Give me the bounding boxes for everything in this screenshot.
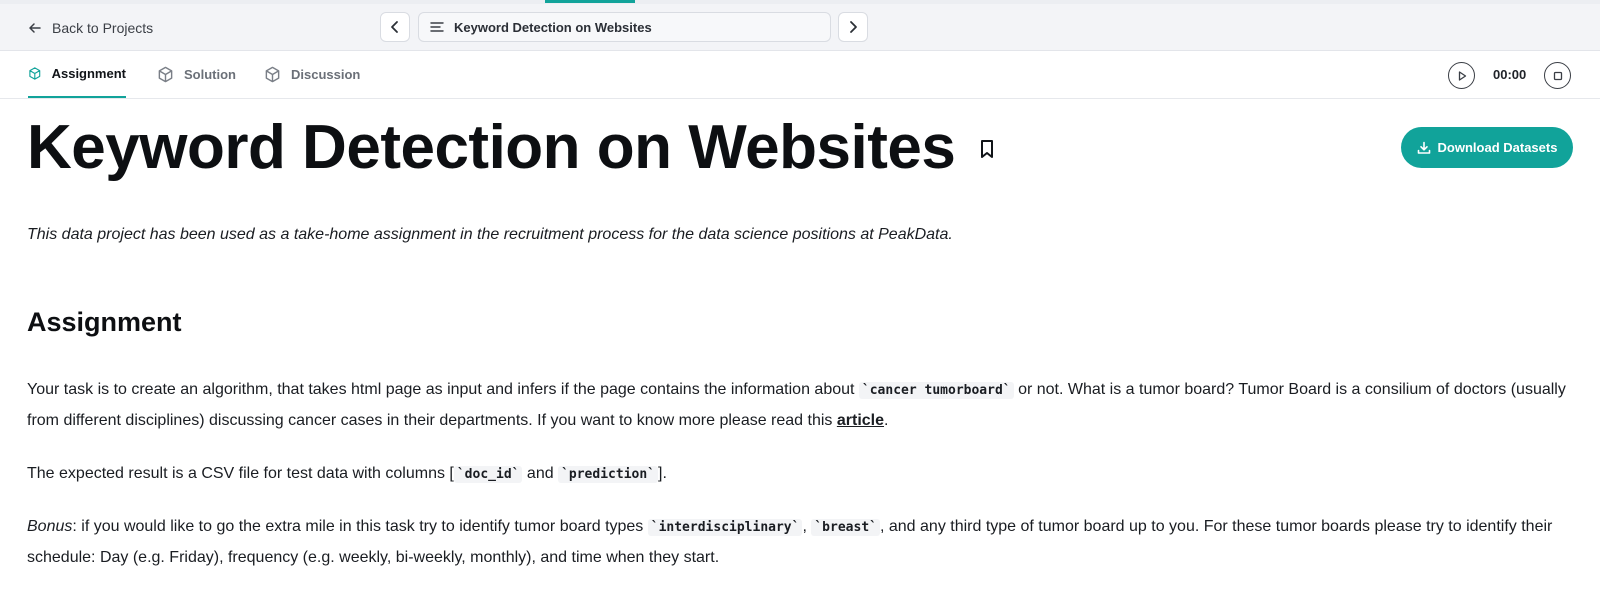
result-text-2: and (522, 465, 559, 482)
section-heading-assignment: Assignment (27, 307, 182, 337)
bonus-label: Bonus (27, 518, 73, 535)
tab-discussion-label: Discussion (291, 67, 361, 82)
timer-display: 00:00 (1493, 67, 1527, 82)
download-icon (1417, 141, 1431, 155)
menu-icon (430, 20, 444, 34)
task-text-3: . (884, 412, 889, 429)
back-to-projects-label: Back to Projects (52, 20, 154, 36)
keyword-code: `cancer tumorboard` (859, 382, 1014, 399)
expected-result (27, 459, 1575, 490)
bonus-text-2: , (802, 518, 812, 535)
chevron-left-icon (388, 20, 402, 34)
tab-solution-label: Solution (184, 67, 236, 82)
timer-stop-button[interactable] (1544, 62, 1571, 89)
project-intro: This data project has been used as a take-home assignment in the recruitment process for the data science positions at PeakData. (27, 226, 953, 243)
task-text-2: or not. What is a tumor board? Tumor Board is a consilium of doctors (usually from different disciplines) discussing cancer cases in their departments. If you want to know more please read this (27, 381, 1566, 429)
doc-id-code: `doc_id` (454, 466, 523, 483)
cube-icon (28, 65, 42, 82)
cube-icon (264, 66, 281, 83)
page-title: Keyword Detection on Websites (27, 113, 956, 182)
tab-assignment-label: Assignment (51, 66, 126, 81)
timer-play-button[interactable] (1448, 62, 1475, 89)
tab-assignment[interactable] (28, 51, 126, 98)
project-selector[interactable] (418, 12, 831, 42)
bonus-description (27, 512, 1575, 573)
back-to-projects-link[interactable] (28, 18, 153, 38)
stop-icon (1552, 70, 1564, 82)
task-text-1: Your task is to create an algorithm, that takes html page as input and infers if the page contains the information about (27, 381, 859, 398)
bonus-text-3: , and any third type of tumor board up to you. For these tumor boards please try to identify their schedule: Day (e.g. Friday), frequency (e.g. weekly, bi-weekly, monthly), and time when they start. (27, 518, 1553, 566)
tab-solution[interactable] (157, 51, 236, 98)
tab-bar (0, 51, 1600, 99)
top-progress-indicator (545, 0, 635, 3)
next-project-button[interactable] (838, 12, 868, 42)
download-datasets-button[interactable] (1401, 127, 1573, 168)
result-text-3: ]. (658, 465, 667, 482)
article-link[interactable]: article (836, 412, 885, 429)
breast-code: `breast` (811, 519, 880, 536)
tab-discussion[interactable] (264, 51, 360, 98)
previous-project-button[interactable] (380, 12, 410, 42)
download-datasets-label: Download Datasets (1437, 140, 1558, 155)
arrow-left-icon (28, 21, 42, 35)
chevron-right-icon (846, 20, 860, 34)
task-description (27, 375, 1575, 436)
top-bar (0, 0, 1600, 51)
interdisciplinary-code: `interdisciplinary` (648, 519, 803, 536)
prediction-code: `prediction` (558, 466, 658, 483)
cube-icon (157, 66, 174, 83)
project-selector-title: Keyword Detection on Websites (454, 19, 652, 35)
play-icon (1456, 70, 1468, 82)
result-text-1: The expected result is a CSV file for test data with columns [ (27, 465, 454, 482)
bonus-text-1: : if you would like to go the extra mile in this task try to identify tumor board types (72, 518, 648, 535)
bookmark-icon[interactable] (978, 139, 996, 159)
